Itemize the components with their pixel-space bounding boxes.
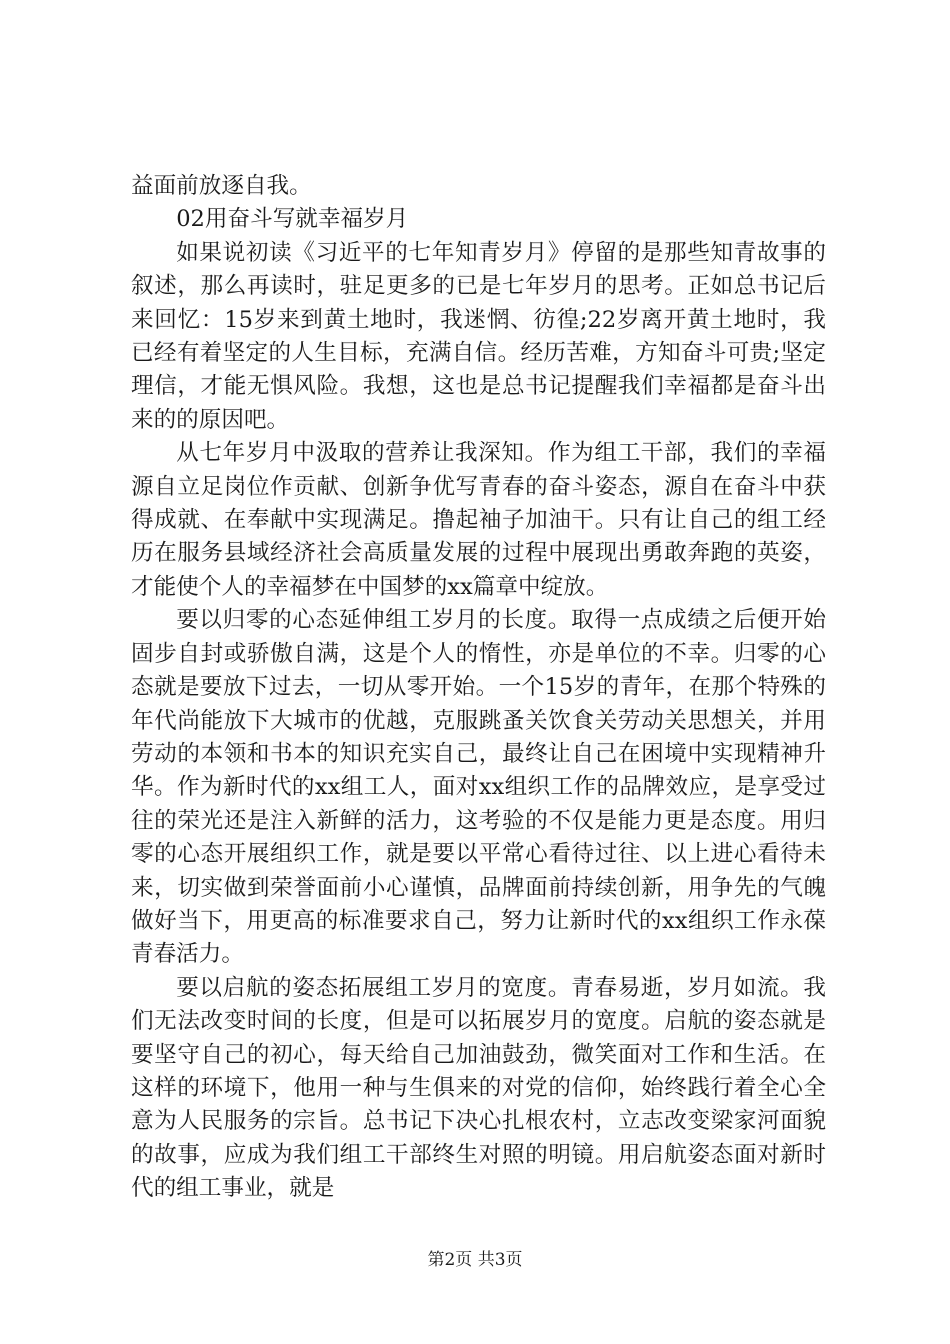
paragraph-5: 要以归零的心态延伸组工岁月的长度。取得一点成绩之后便开始固步自封或骄傲自满，这是个人的惰性，亦是单位的不幸。归零的心态就是要放下过去，一切从零开始。一个15岁的青年，在那个特殊的年代尚能放下大城市的优越，克服跳蚤关饮食关劳动关思想关，并用劳动的本领和书本的知识充实自己，最终让自己在困境中实现精神升华。作为新时代的xx组工人，面对xx组织工作的品牌效应，是享受过往的荣光还是注入新鲜的活力，这考验的不仅是能力更是态度。用归零的心态开展组织工作，就是要以平常心看待过往、以上进心看待未来，切实做到荣誉面前小心谨慎，品牌面前持续创新，用争先的气魄做好当下，用更高的标准要求自己，努力让新时代的xx组织工作永葆青春活力。 bbox=[131, 607, 826, 968]
paragraph-4: 从七年岁月中汲取的营养让我深知。作为组工干部，我们的幸福源自立足岗位作贡献、创新争优写青春的奋斗姿态，源自在奋斗中获得成就、在奉献中实现满足。撸起袖子加油干。只有让自己的组工经历在服务县域经济社会高质量发展的过程中展现出勇敢奔跑的英姿，才能使个人的幸福梦在中国梦的xx篇章中绽放。 bbox=[131, 440, 826, 600]
document-body bbox=[131, 170, 826, 1206]
paragraph-6: 要以启航的姿态拓展组工岁月的宽度。青春易逝，岁月如流。我们无法改变时间的长度，但是可以拓展岁月的宽度。启航的姿态就是要坚守自己的初心，每天给自己加油鼓劲，微笑面对工作和生活。在这样的环境下，他用一种与生俱来的对党的信仰，始终践行着全心全意为人民服务的宗旨。总书记下决心扎根农村，立志改变梁家河面貌的故事，应成为我们组工干部终生对照的明镜。用启航姿态面对新时代的组工事业，就是 bbox=[131, 974, 826, 1202]
section-heading: 02用奋斗写就幸福岁月 bbox=[176, 206, 409, 233]
paragraph-3: 如果说初读《习近平的七年知青岁月》停留的是那些知青故事的叙述，那么再读时，驻足更多的已是七年岁月的思考。正如总书记后来回忆：15岁来到黄土地时，我迷惘、彷徨;22岁离开黄土地时，我已经有着坚定的人生目标，充满自信。经历苦难，方知奋斗可贵;坚定理信，才能无惧风险。我想，这也是总书记提醒我们幸福都是奋斗出来的的原因吧。 bbox=[131, 239, 826, 433]
paragraph-1: 益面前放逐自我。 bbox=[131, 173, 312, 199]
page-number-footer: 第2页 共3页 bbox=[427, 1250, 523, 1270]
